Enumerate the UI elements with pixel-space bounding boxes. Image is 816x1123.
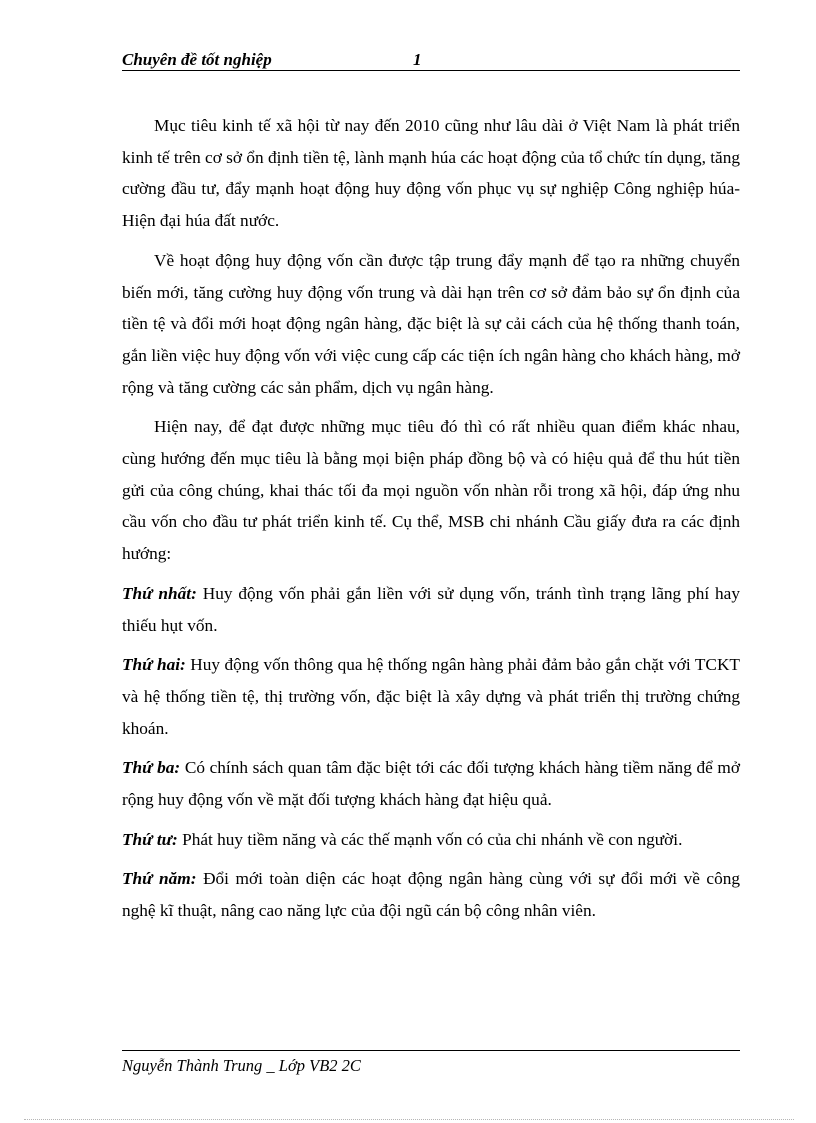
point-2-text: Huy động vốn thông qua hệ thống ngân hàng phải đảm bảo gắn chặt với TCKT và hệ thống tiền tệ, thị trường vốn, đặc biệt là xây dựng và phát triển thị trường chứng khoán. <box>122 655 740 738</box>
page-header <box>122 48 740 71</box>
point-3 <box>122 752 740 815</box>
point-3-label: Thứ ba: <box>122 758 181 778</box>
point-5-text: Đổi mới toàn diện các hoạt động ngân hàng cùng với sự đổi mới về công nghệ kĩ thuật, nâng cao năng lực của đội ngũ cán bộ công nhân viên. <box>122 869 741 921</box>
paragraph-3: Hiện nay, để đạt được những mục tiêu đó thì có rất nhiều quan điểm khác nhau, cùng hướng đến mục tiêu là bằng mọi biện pháp đồng bộ và có hiệu quả để thu hút tiền gửi của công chúng, khai thác tối đa mọi nguồn vốn nhàn rỗi trong xã hội, đáp ứng nhu cầu vốn cho đầu tư phát triển kinh tế. Cụ thể, MSB chi nhánh Cầu giấy đưa ra các định hướng: <box>122 417 740 564</box>
page-bottom-divider <box>24 1119 794 1120</box>
point-2-label: Thứ hai: <box>122 655 186 675</box>
point-4-label: Thứ tư: <box>122 829 178 849</box>
header-title: Chuyên đề tốt nghiệp <box>122 50 272 69</box>
point-1 <box>122 578 740 641</box>
point-4-text: Phát huy tiềm năng và các thế mạnh vốn có của chi nhánh về con người. <box>182 829 683 849</box>
point-2 <box>122 649 740 744</box>
paragraph-2: Về hoạt động huy động vốn cần được tập trung đẩy mạnh để tạo ra những chuyển biến mới, tăng cường huy động vốn trung và dài hạn trên cơ sở đảm bảo sự ổn định của tiền tệ và đổi mới hoạt động ngân hàng, đặc biệt là sự cải cách của hệ thống thanh toán, gắn liền việc huy động vốn với việc cung cấp các tiện ích ngân hàng cho khách hàng, mở rộng và tăng cường các sản phẩm, dịch vụ ngân hàng. <box>122 250 740 397</box>
point-1-label: Thứ nhất: <box>122 583 197 603</box>
point-1-text: Huy động vốn phải gắn liền với sử dụng vốn, tránh tình trạng lãng phí hay thiếu hụt vốn. <box>122 583 740 635</box>
page-number: 1 <box>413 50 422 69</box>
point-3-text: Có chính sách quan tâm đặc biệt tới các đối tượng khách hàng tiềm năng để mở rộng huy động vốn về mặt đối tượng khách hàng đạt hiệu quả. <box>122 758 740 810</box>
point-5-label: Thứ năm: <box>122 869 197 889</box>
paragraph-1: Mục tiêu kinh tế xã hội từ nay đến 2010 cũng như lâu dài ở Việt Nam là phát triển kinh tế trên cơ sở ổn định tiền tệ, lành mạnh húa các hoạt động của tổ chức tín dụng, tăng cường đầu tư, đẩy mạnh hoạt động huy động vốn phục vụ sự nghiệp Công nghiệp húa- Hiện đại húa đất nước. <box>122 116 740 231</box>
point-4 <box>122 824 740 856</box>
document-body <box>122 110 740 935</box>
footer-author: Nguyễn Thành Trung _ Lớp VB2 2C <box>122 1056 361 1075</box>
point-5 <box>122 863 740 926</box>
page-footer <box>122 1050 740 1076</box>
